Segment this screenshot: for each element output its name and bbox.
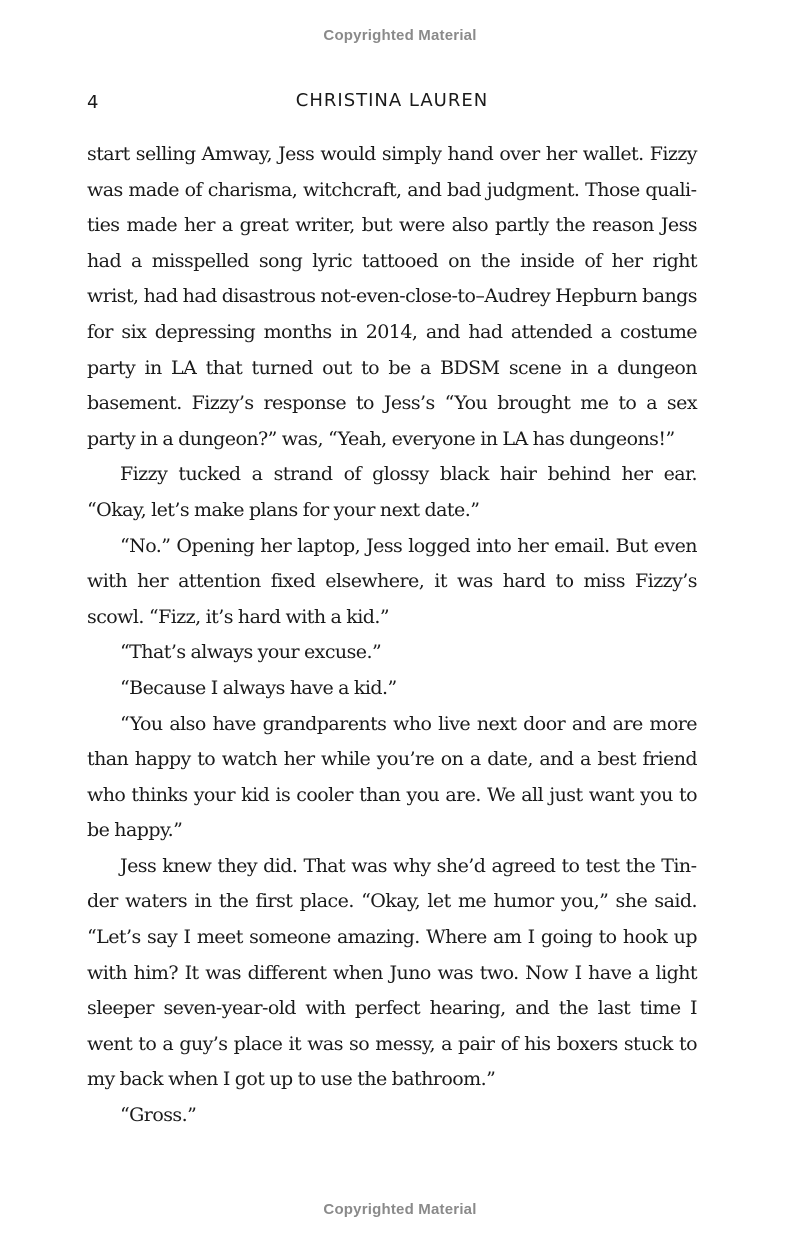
paragraph: “No.” Opening her laptop, Jess logged into her email. But even with her attention fixed elsewhere, it was hard to miss Fizzy’s scowl. “Fizz, it’s hard with a kid.” [87,534,697,628]
paragraph: Fizzy tucked a strand of glossy black hair behind her ear. “Okay, let’s make plans for your next date.” [87,463,697,521]
paragraph: “Because I always have a kid.” [120,676,397,699]
copyright-watermark-top: Copyrighted Material [323,27,477,44]
page-number: 4 [87,92,99,113]
paragraph: “You also have grandparents who live next door and are more than happy to watch her while you’re on a date, and a best friend who thinks your kid is cooler than you are. We all just want you to be happy.” [87,712,697,842]
author-name: CHRISTINA LAUREN [295,90,489,111]
paragraph: “That’s always your excuse.” [120,641,382,664]
body-text [87,137,697,1134]
paragraph: start selling Amway, Jess would simply hand over her wallet. Fizzy was made of charisma, witchcraft, and bad judgment. Those qualities made her a great writer, but were also partly the reason Jess had a misspelled song lyric tattooed on the inside of her right wrist, had had disastrous not-even-close-to–Audrey Hepburn bangs for six depressing months in 2014, and had attended a costume party in LA that turned out to be a BDSM scene in a dungeon basement. Fizzy’s response to Jess’s “You brought me to a sex party in a dungeon?” was, “Yeah, everyone in LA has dungeons!” [87,143,697,450]
running-head [87,90,697,116]
paragraph: Jess knew they did. That was why she’d agreed to test the Tinder waters in the first place. “Okay, let me humor you,” she said. “Let’s say I meet someone amazing. Where am I going to hook up with him? It was different when Juno was two. Now I have a light sleeper seven-year-old with perfect hearing, and the last time I went to a guy’s place it was so messy, a pair of his boxers stuck to my back when I got up to use the bathroom.” [87,854,697,1091]
paragraph: “Gross.” [120,1104,197,1127]
copyright-watermark-bottom: Copyrighted Material [323,1201,477,1218]
